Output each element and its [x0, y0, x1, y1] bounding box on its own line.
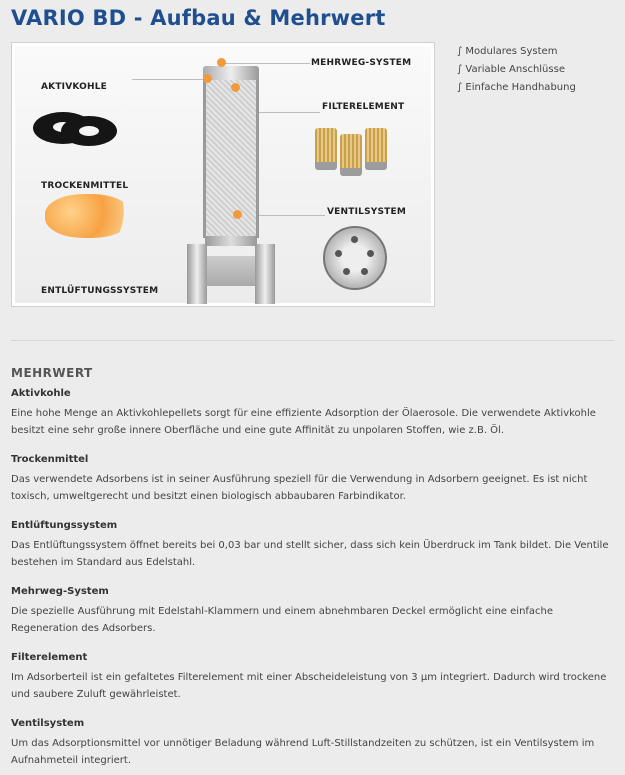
label-aktivkohle: AKTIVKOHLE [41, 82, 108, 92]
filter-element-icon [365, 128, 387, 170]
benefit-ventilsystem [11, 717, 616, 769]
label-trockenmittel: TROCKENMITTEL [41, 181, 129, 191]
marker-filterelement [231, 83, 240, 92]
feature-list [457, 43, 576, 97]
label-ventilsystem: VENTILSYSTEM [327, 207, 406, 217]
section-divider [11, 340, 614, 341]
marker-aktivkohle [203, 74, 212, 83]
filter-column [203, 80, 259, 238]
benefit-entlueftungssystem [11, 519, 616, 571]
pipe-right [255, 244, 275, 304]
benefit-aktivkohle [11, 387, 616, 439]
valve-system-icon [323, 226, 387, 290]
pipe-left [187, 244, 207, 304]
connector-line [222, 63, 310, 64]
label-entlueftungssystem: ENTLÜFTUNGSSYSTEM [41, 286, 159, 296]
label-filterelement: FILTERELEMENT [322, 102, 405, 112]
benefit-text: Das verwendete Adsorbens ist in seiner Ausführung speziell für die Verwendung in Adsorbern geeignet. Es ist nicht toxisch, umweltgerecht und besitzt einen biologisch abbaubaren Farbindikator. [11, 474, 588, 502]
label-mehrweg-system: MEHRWEG-SYSTEM [311, 58, 412, 68]
benefit-trockenmittel [11, 453, 616, 505]
benefit-heading: Mehrweg-System [11, 586, 109, 597]
feature-item: ∫ Variable Anschlüsse [457, 64, 565, 75]
section-title: MEHRWERT [11, 366, 93, 380]
benefit-text: Im Adsorberteil ist ein gefaltetes Filterelement mit einer Abscheideleistung von 3 µm integriert. Dadurch wird trockene und saubere Zuluft gewährleistet. [11, 672, 607, 700]
product-diagram [11, 42, 435, 307]
benefit-heading: Ventilsystem [11, 718, 85, 729]
benefit-heading: Filterelement [11, 652, 88, 663]
benefit-text: Eine hohe Menge an Aktivkohlepellets sorgt für eine effiziente Adsorption der Ölaerosole. Die verwendete Aktivkohle besitzt eine sehr große innere Oberfläche und eine gute Affinität zu unpolaren Stoffen, wie z.B. Öl. [11, 408, 596, 436]
benefit-text: Das Entlüftungssystem öffnet bereits bei 0,03 bar und stellt sicher, dass sich kein Überdruck im Tank bildet. Die Ventile bestehen im Standard aus Edelstahl. [11, 540, 609, 568]
pipe-connector [207, 256, 255, 286]
benefit-filterelement [11, 651, 616, 703]
benefit-text: Die spezielle Ausführung mit Edelstahl-Klammern und einem abnehmbaren Deckel ermöglicht eine einfache Regeneration des Adsorbers. [11, 606, 554, 634]
filter-element-icon [340, 134, 362, 176]
column-base [205, 236, 257, 246]
connector-line [132, 79, 207, 80]
benefit-heading: Aktivkohle [11, 388, 71, 399]
desiccant-crystals-icon [45, 194, 131, 238]
marker-ventilsystem [233, 210, 242, 219]
feature-item: ∫ Einfache Handhabung [457, 82, 576, 93]
carbon-pad-icon [61, 116, 117, 146]
benefit-mehrweg-system [11, 585, 616, 637]
benefit-text: Um das Adsorptionsmittel vor unnötiger Beladung während Luft-Stillstandzeiten zu schützen, ist ein Ventilsystem im Aufnahmeteil integriert. [11, 738, 595, 766]
filter-element-icon [315, 128, 337, 170]
benefit-heading: Entlüftungssystem [11, 520, 118, 531]
feature-item: ∫ Modulares System [457, 46, 558, 57]
diagram-canvas [15, 46, 431, 303]
page-title: VARIO BD - Aufbau & Mehrwert [11, 6, 386, 30]
benefit-heading: Trockenmittel [11, 454, 89, 465]
marker-mehrweg [217, 58, 226, 67]
